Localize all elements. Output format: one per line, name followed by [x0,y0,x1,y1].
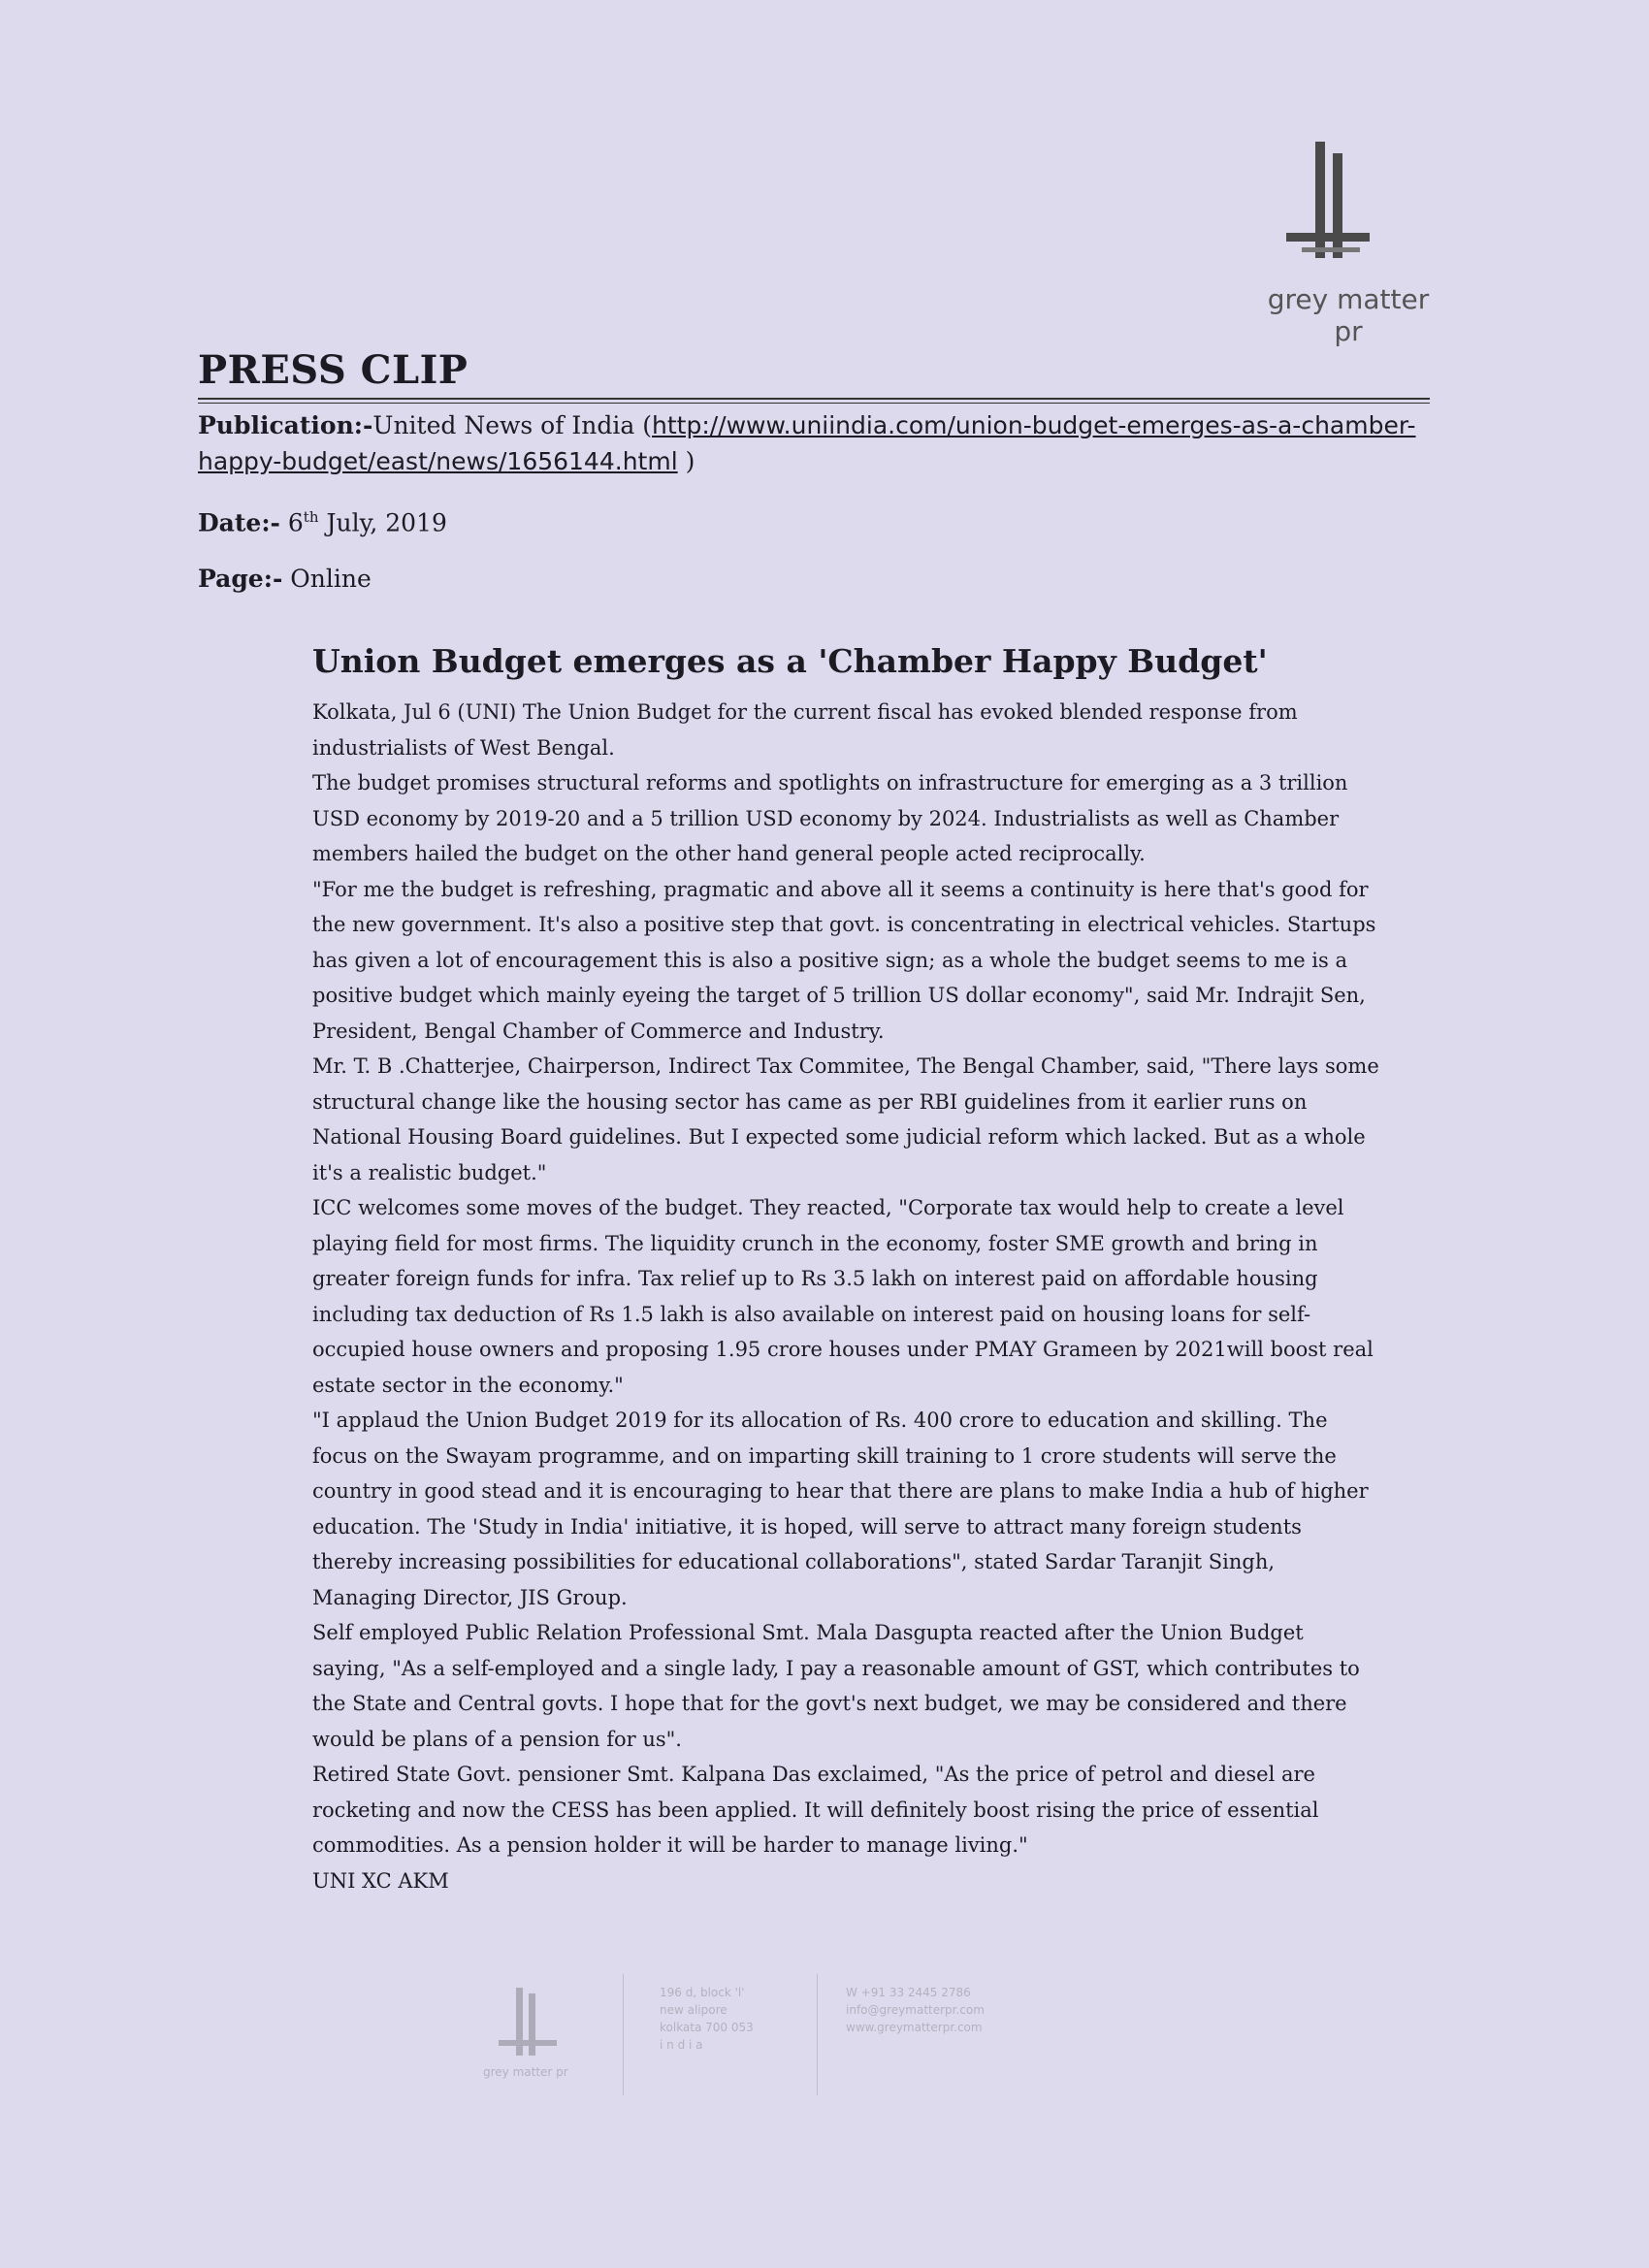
contact-line: www.greymatterpr.com [846,2021,983,2034]
publication-link[interactable]: http://www.uniindia.com/union-budget-emerges-as-a-chamber-happy-budget/east/news/1656144.html [198,411,1416,475]
date-suffix: th [303,508,319,526]
footer-logo-text: grey matter pr [483,2065,568,2079]
address-line: 196 d, block 'l' [660,1986,745,1999]
publication-close: ) [677,447,695,475]
date-line [198,500,1430,540]
article-byline: UNI XC AKM [312,1868,449,1893]
article-paragraph: Mr. T. B .Chatterjee, Chairperson, Indirect Tax Commitee, The Bengal Chamber, said, "There lays some structural change like the housing sector has came as per RBI guidelines from it earlier runs on National Housing Board guidelines. But I expected some judicial reform which lacked. But as a whole it's a realistic budget." [312,1054,1379,1184]
contact-line: W +91 33 2445 2786 [846,1986,971,1999]
address-line: kolkata 700 053 [660,2021,754,2034]
article-headline: Union Budget emerges as a 'Chamber Happy Budget' [312,642,1268,680]
title-rule [198,398,1430,404]
article-paragraph: Kolkata, Jul 6 (UNI) The Union Budget for the current fiscal has evoked blended response from industrialists of West Bengal. [312,700,1298,760]
page-line [198,561,1430,597]
publication-value: United News of India ( [372,411,653,439]
article-paragraph: ICC welcomes some moves of the budget. They reacted, "Corporate tax would help to create a level playing field for most firms. The liquidity crunch in the economy, foster SME growth and bring in greater foreign funds for infra. Tax relief up to Rs 3.5 lakh on interest paid on affordable housing including tax deduction of Rs 1.5 lakh is also available on interest paid on housing loans for self-occupied house owners and proposing 1.95 crore houses under PMAY Grameen by 2021will boost real estate sector in the economy." [312,1196,1374,1397]
article-paragraph: "I applaud the Union Budget 2019 for its allocation of Rs. 400 crore to education and skilling. The focus on the Swayam programme, and on imparting skill training to 1 crore students will serve the country in good stead and it is encouraging to hear that there are plans to make India a hub of higher education. The 'Study in India' initiative, it is hoped, will serve to attract many foreign students thereby increasing possibilities for educational collaborations", stated Sardar Taranjit Singh, Managing Director, JIS Group. [312,1409,1369,1609]
footer-address [660,1984,754,2054]
footer-logo-icon [495,1984,563,2061]
article-paragraph: "For me the budget is refreshing, pragmatic and above all it seems a continuity is here that's good for the new government. It's also a positive step that govt. is concentrating in electrical vehicles. Startups has given a lot of encouragement this is also a positive sign; as a whole the budget seems to me is a positive budget which mainly eyeing the target of 5 trillion US dollar economy", said Mr. Indrajit Sen, President, Bengal Chamber of Commerce and Industry. [312,877,1376,1043]
article-paragraph: The budget promises structural reforms and spotlights on infrastructure for emerging as a 3 trillion USD economy by 2019-20 and a 5 trillion USD economy by 2024. Industrialists as well as Chamber members hailed the budget on the other hand general people acted reciprocally. [312,771,1348,865]
grey-matter-logo-icon [1282,136,1379,281]
article-paragraph: Retired State Govt. pensioner Smt. Kalpana Das exclaimed, "As the price of petrol and diesel are rocketing and now the CESS has been applied. It will definitely boost rising the price of essential commodities. As a pension holder it will be harder to manage living." [312,1763,1319,1857]
date-label: Date:- [198,508,280,537]
address-line: i n d i a [660,2038,703,2052]
date-rest: July, 2019 [318,508,447,537]
publication-label: Publication:- [198,411,373,439]
page-value: Online [290,565,372,593]
address-line: new alipore [660,2003,728,2017]
press-clip-title: PRESS CLIP [198,347,469,393]
footer-divider [623,1974,624,2095]
footer-contact [846,1984,985,2036]
logo [1261,136,1436,347]
footer-divider [817,1974,818,2095]
page-label: Page:- [198,565,283,593]
article-paragraph: Self employed Public Relation Professional Smt. Mala Dasgupta reacted after the Union Budget saying, "As a self-employed and a single lady, I pay a reasonable amount of GST, which contributes to the State and Central govts. I hope that for the govt's next budget, we may be considered and there would be plans of a pension for us". [312,1621,1360,1751]
date-day: 6 [287,508,304,537]
contact-line: info@greymatterpr.com [846,2003,985,2017]
article [312,640,1379,1898]
article-body [312,695,1379,1898]
publication-line [198,407,1430,479]
logo-text: grey matter pr [1267,283,1430,347]
footer [466,1974,1048,2100]
